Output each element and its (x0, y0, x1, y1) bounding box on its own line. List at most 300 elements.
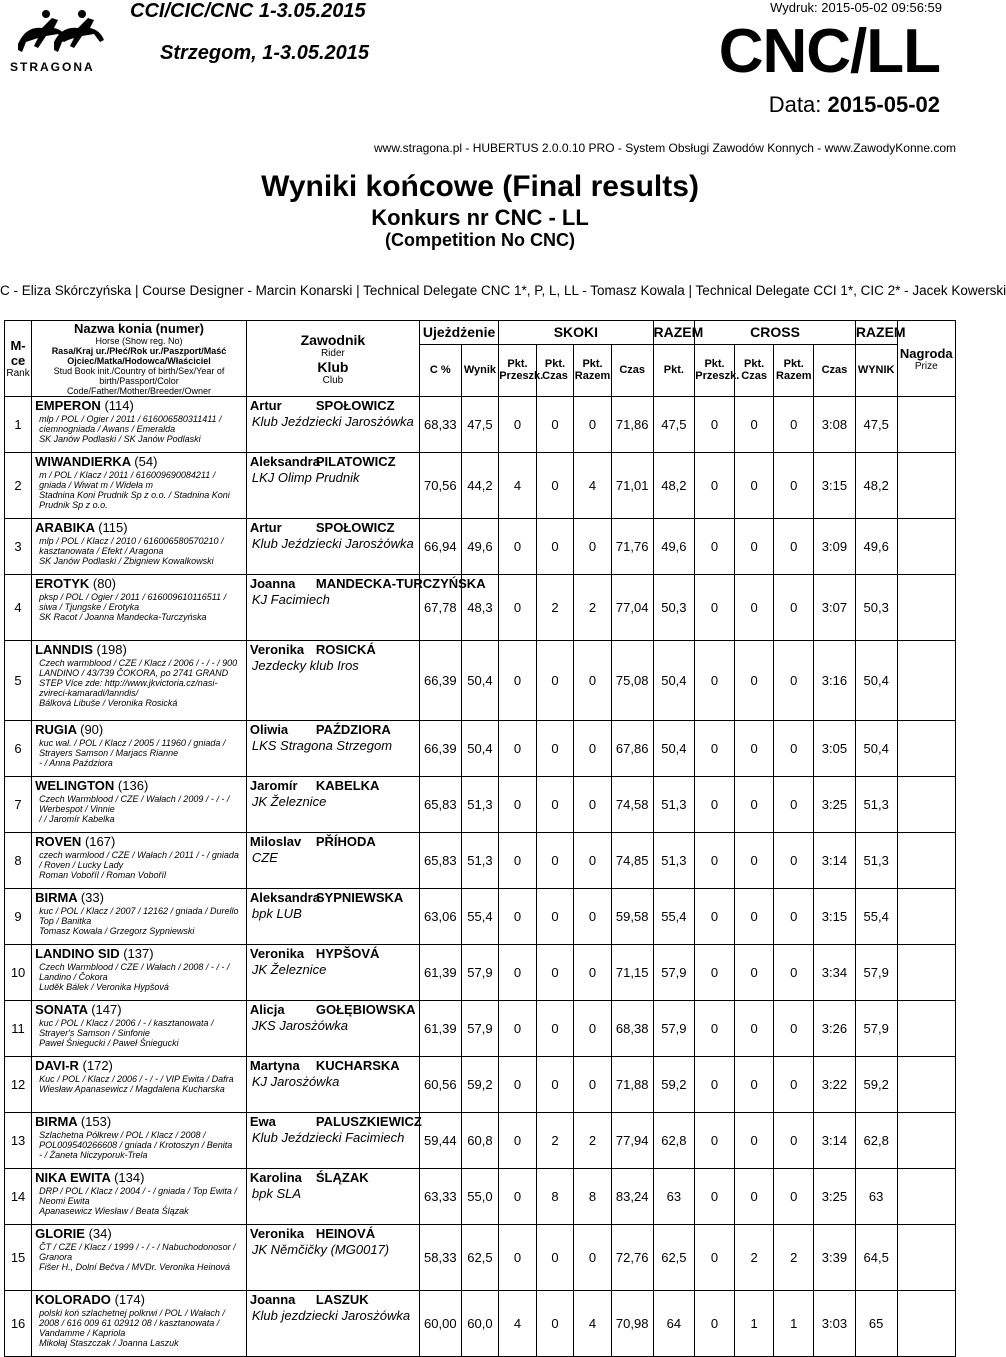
stragona-logo-horses (8, 4, 108, 64)
rider-last-name: ŚLĄZAK (315, 1170, 369, 1185)
rank-cell: 14 (5, 1169, 32, 1225)
score-c-obs: 0 (695, 945, 735, 1001)
score-j-czas: 70,98 (611, 1291, 653, 1357)
score-c-tot: 0 (774, 1169, 814, 1225)
horse-info: DRP / POL / Klacz / 2004 / - / gniada / Top Ewita / Neomi Ewita (39, 1186, 237, 1206)
rider-club: bpk LUB (251, 906, 302, 921)
score-c-czas: 3:25 (814, 777, 856, 833)
horse-name: GLORIE (35, 1226, 85, 1241)
rider-club: KJ Jarosżówka (251, 1074, 340, 1089)
score-j-tot: 0 (574, 721, 612, 777)
score-j-time: 0 (536, 641, 574, 721)
score-c-czas: 3:14 (814, 833, 856, 889)
horse-cell (32, 889, 247, 945)
rank-cell: 2 (5, 453, 32, 519)
score-total: 57,9 (855, 945, 897, 1001)
prize-cell (897, 777, 955, 833)
score-c-time: 0 (734, 519, 774, 575)
rider-first-name: Oliwia (249, 722, 289, 737)
score-t1: 59,2 (653, 1057, 695, 1113)
rider-last-name: PAŹDZIORA (315, 722, 391, 737)
horse-info: Czech Warmblood / CZE / Wałach / 2008 / - / - / Landino / Čokora (39, 962, 230, 982)
score-c-time: 0 (734, 1169, 774, 1225)
score-c-czas: 3:03 (814, 1291, 856, 1357)
horse-cell (32, 641, 247, 721)
score-j-time: 0 (536, 397, 574, 453)
score-c-obs: 0 (695, 889, 735, 945)
score-c-tot: 0 (774, 397, 814, 453)
rank-cell: 9 (5, 889, 32, 945)
rider-club: LKJ Olimp Prudnik (251, 470, 360, 485)
horse-owner: Bálková Libuše / Veronika Rosická (39, 698, 178, 708)
score-j-time: 0 (536, 721, 574, 777)
score-j-time: 0 (536, 1291, 574, 1357)
score-j-czas: 74,58 (611, 777, 653, 833)
rider-club: JKS Jarosżówka (251, 1018, 348, 1033)
rider-cell (246, 721, 419, 777)
score-d-pct: 66,39 (419, 641, 461, 721)
competition-code: CNC/LL (718, 17, 940, 86)
rider-cell (246, 889, 419, 945)
score-j-tot: 0 (574, 1225, 612, 1291)
col-rider: Zawodnik Rider Klub Club (246, 321, 419, 397)
score-j-czas: 71,88 (611, 1057, 653, 1113)
score-j-time: 2 (536, 1113, 574, 1169)
rider-club: bpk SLA (251, 1186, 302, 1201)
score-j-time: 0 (536, 1001, 574, 1057)
score-d-res: 60,0 (461, 1291, 499, 1357)
rider-club: CZE (251, 850, 278, 865)
score-j-obs: 0 (499, 641, 537, 721)
rider-last-name: SYPNIEWSKA (315, 890, 404, 905)
table-row (5, 397, 956, 453)
prize-cell (897, 1291, 955, 1357)
score-c-czas: 3:39 (814, 1225, 856, 1291)
rank-cell: 4 (5, 575, 32, 641)
horse-owner: SK Janów Podlaski / Zbigniew Kowalkowski (39, 556, 214, 566)
score-c-tot: 0 (774, 833, 814, 889)
horse-number: (90) (80, 722, 104, 737)
rider-cell (246, 1291, 419, 1357)
score-total: 59,2 (855, 1057, 897, 1113)
col-pct: C % (419, 344, 461, 396)
horse-number: (198) (96, 642, 127, 657)
score-t1: 50,4 (653, 641, 695, 721)
rank-cell: 7 (5, 777, 32, 833)
score-t1: 50,3 (653, 575, 695, 641)
prize-cell (897, 641, 955, 721)
score-d-pct: 68,33 (419, 397, 461, 453)
score-j-obs: 0 (499, 1169, 537, 1225)
software-line: www.stragona.pl - HUBERTUS 2.0.0.10 PRO - System Obsługi Zawodów Konnych - www.ZawodyKonne.com (373, 141, 956, 155)
col-jump-time: Czas (611, 344, 653, 396)
table-row (5, 1057, 956, 1113)
score-c-tot: 0 (774, 945, 814, 1001)
score-d-res: 57,9 (461, 945, 499, 1001)
score-j-time: 0 (536, 777, 574, 833)
rider-club: Klub jezdziecki Jarosżówka (251, 1308, 411, 1323)
score-total: 50,3 (855, 575, 897, 641)
score-d-pct: 60,56 (419, 1057, 461, 1113)
rider-last-name: SPOŁOWICZ (315, 520, 395, 535)
horse-cell (32, 777, 247, 833)
rider-last-name: ROSICKÁ (315, 642, 376, 657)
score-c-time: 0 (734, 833, 774, 889)
score-t1: 51,3 (653, 777, 695, 833)
group-cross: CROSS (695, 321, 856, 345)
score-c-tot: 2 (774, 1225, 814, 1291)
score-total: 47,5 (855, 397, 897, 453)
horse-owner: / / Jaromír Kabelka (39, 814, 115, 824)
prize-cell (897, 721, 955, 777)
score-j-tot: 4 (574, 1291, 612, 1357)
rider-last-name: PALUSZKIEWICZ (315, 1114, 422, 1129)
rider-last-name: PŘÍHODA (315, 834, 376, 849)
score-total: 62,8 (855, 1113, 897, 1169)
horse-name: ROVEN (35, 834, 82, 849)
score-j-czas: 75,08 (611, 641, 653, 721)
rank-cell: 1 (5, 397, 32, 453)
score-t1: 57,9 (653, 1001, 695, 1057)
rider-club: JK Železnice (251, 962, 327, 977)
horse-number: (147) (91, 1002, 122, 1017)
score-c-tot: 0 (774, 519, 814, 575)
horse-cell (32, 1113, 247, 1169)
score-j-tot: 2 (574, 1113, 612, 1169)
horse-name: LANNDIS (35, 642, 93, 657)
rank-cell: 16 (5, 1291, 32, 1357)
rider-first-name: Alicja (249, 1002, 285, 1017)
score-c-obs: 0 (695, 721, 735, 777)
event-place: Strzegom, 1-3.05.2015 (160, 42, 369, 64)
event-name: CCI/CIC/CNC 1-3.05.2015 (130, 0, 366, 22)
horse-number: (134) (114, 1170, 145, 1185)
rider-cell (246, 945, 419, 1001)
score-j-czas: 77,04 (611, 575, 653, 641)
horse-info: czech warmlood / CZE / Wałach / 2011 / - / gniada / Roven / Lucky Lady (39, 850, 239, 870)
score-d-pct: 65,83 (419, 833, 461, 889)
score-j-obs: 0 (499, 889, 537, 945)
score-d-res: 62,5 (461, 1225, 499, 1291)
score-c-time: 0 (734, 1113, 774, 1169)
rider-first-name: Veronika (249, 642, 305, 657)
rank-cell: 6 (5, 721, 32, 777)
score-j-obs: 0 (499, 1001, 537, 1057)
horse-cell (32, 1057, 247, 1113)
score-j-obs: 4 (499, 1291, 537, 1357)
score-total: 50,4 (855, 641, 897, 721)
score-c-obs: 0 (695, 453, 735, 519)
rider-first-name: Aleksandra (249, 454, 320, 469)
horse-info: kuc / POL / Klacz / 2006 / - / kasztanowata / Strayer's Samson / Sinfonie (39, 1018, 214, 1038)
rank-cell: 10 (5, 945, 32, 1001)
prize-cell (897, 575, 955, 641)
horse-info: Kuc / POL / Klacz / 2006 / - / - / VIP Ewita / Dafra (39, 1074, 234, 1084)
horse-info: m / POL / Klacz / 2011 / 616009690084211 / gniada / Wiwat m / Wideła m (39, 470, 216, 490)
rider-club: JK Němčičky (MG0017) (251, 1242, 390, 1257)
rider-last-name: HEINOVÁ (315, 1226, 376, 1241)
horse-name: BIRMA (35, 1114, 78, 1129)
prize-cell (897, 453, 955, 519)
table-row (5, 575, 956, 641)
rider-first-name: Veronika (249, 1226, 305, 1241)
rider-club: Klub Jeździecki Jarosżówka (251, 414, 414, 429)
table-row (5, 889, 956, 945)
table-row (5, 1225, 956, 1291)
score-t1: 50,4 (653, 721, 695, 777)
rider-first-name: Miloslav (249, 834, 302, 849)
score-c-tot: 0 (774, 1113, 814, 1169)
rider-last-name: HYPŠOVÁ (315, 946, 380, 961)
horse-name: WELINGTON (35, 778, 115, 793)
score-c-czas: 3:09 (814, 519, 856, 575)
col-cross-obstacles: Pkt. Przeszk. (695, 344, 735, 396)
score-c-obs: 0 (695, 1291, 735, 1357)
score-c-obs: 0 (695, 1001, 735, 1057)
horse-number: (153) (80, 1114, 112, 1129)
horse-cell (32, 1169, 247, 1225)
horse-number: (114) (104, 398, 134, 413)
rider-first-name: Ewa (249, 1114, 276, 1129)
score-total: 57,9 (855, 1001, 897, 1057)
prize-cell (897, 397, 955, 453)
score-t1: 48,2 (653, 453, 695, 519)
competition-subtitle: Konkurs nr CNC - LL (371, 205, 589, 230)
horse-name: LANDINO SID (35, 946, 120, 961)
horse-number: (115) (98, 520, 128, 535)
score-c-obs: 0 (695, 1113, 735, 1169)
score-c-obs: 0 (695, 519, 735, 575)
rider-club: Klub Jeździecki Jarosżówka (251, 536, 414, 551)
score-j-obs: 0 (499, 833, 537, 889)
horse-info: Szlachetna Półkrew / POL / Klacz / 2008 / POL009540266608 / gniada / Krotoszyn / Benita (39, 1130, 233, 1150)
horse-info: kuc wal. / POL / Klacz / 2005 / 11960 / gniada / Strayers Samson / Marjacs Rianne (39, 738, 226, 758)
group-total1: RAZEM (653, 321, 695, 345)
score-d-pct: 66,39 (419, 721, 461, 777)
rider-club: JK Železnice (251, 794, 327, 809)
rank-cell: 5 (5, 641, 32, 721)
horse-name: SONATA (35, 1002, 88, 1017)
horse-info: mlp / POL / Ogier / 2011 / 616006580311411 / ciemnogniada / Awans / Emeralda (39, 414, 222, 434)
score-d-res: 49,6 (461, 519, 499, 575)
score-d-res: 48,3 (461, 575, 499, 641)
score-j-tot: 0 (574, 519, 612, 575)
score-j-tot: 0 (574, 397, 612, 453)
score-j-czas: 74,85 (611, 833, 653, 889)
score-d-pct: 59,44 (419, 1113, 461, 1169)
score-d-res: 44,2 (461, 453, 499, 519)
horse-name: DAVI-R (35, 1058, 79, 1073)
score-t1: 51,3 (653, 833, 695, 889)
score-c-tot: 0 (774, 1001, 814, 1057)
horse-owner: SK Janów Podlaski / SK Janów Podlaski (39, 434, 201, 444)
score-c-czas: 3:15 (814, 889, 856, 945)
rider-first-name: Veronika (249, 946, 305, 961)
score-c-czas: 3:05 (814, 721, 856, 777)
rider-last-name: MANDECKA-TURCZYŃSKA (315, 576, 486, 591)
score-j-tot: 0 (574, 889, 612, 945)
horse-owner: Mikołaj Staszczak / Joanna Laszuk (39, 1338, 179, 1348)
rider-cell (246, 1057, 419, 1113)
score-c-czas: 3:14 (814, 1113, 856, 1169)
score-j-obs: 0 (499, 945, 537, 1001)
score-j-czas: 59,58 (611, 889, 653, 945)
rider-last-name: KABELKA (315, 778, 380, 793)
table-row (5, 777, 956, 833)
col-prize: Nagroda Prize (897, 321, 955, 397)
score-c-time: 0 (734, 777, 774, 833)
score-d-res: 60,8 (461, 1113, 499, 1169)
horse-owner: Wiesław Apanasewicz / Magdalena Kucharska (39, 1084, 225, 1094)
page-title: Wyniki końcowe (Final results) (261, 170, 699, 203)
horse-info: ČT / CZE / Klacz / 1999 / - / - / Nabuchodonosor / Granora (39, 1242, 236, 1262)
score-d-pct: 67,78 (419, 575, 461, 641)
horse-number: (174) (114, 1292, 145, 1307)
score-j-czas: 67,86 (611, 721, 653, 777)
score-total: 49,6 (855, 519, 897, 575)
score-d-pct: 63,33 (419, 1169, 461, 1225)
horse-cell (32, 945, 247, 1001)
horse-name: KOLORADO (35, 1292, 111, 1307)
col-jump-time-pts: Pkt. Czas (536, 344, 574, 396)
horse-owner: Roman Voboříl / Roman Voboříl (39, 870, 166, 880)
score-j-tot: 0 (574, 1001, 612, 1057)
col-horse: Nazwa konia (numer) Horse (Show reg. No) Rasa/Kraj ur./Płeć/Rok ur./Paszport/Maść Ojciec/Matka/Hodowca/Właściciel Stud Book init./Country of birth/Sex/Year of birth/Passport/Color Code/Father/Mother/Breeder/Owner (32, 321, 247, 397)
horse-cell (32, 519, 247, 575)
score-total: 48,2 (855, 453, 897, 519)
score-d-pct: 61,39 (419, 1001, 461, 1057)
prize-cell (897, 519, 955, 575)
score-c-obs: 0 (695, 575, 735, 641)
score-t1: 47,5 (653, 397, 695, 453)
rider-first-name: Martyna (249, 1058, 300, 1073)
score-j-obs: 0 (499, 777, 537, 833)
score-c-czas: 3:34 (814, 945, 856, 1001)
score-d-pct: 61,39 (419, 945, 461, 1001)
horse-name: ARABIKA (35, 520, 95, 535)
score-d-res: 50,4 (461, 721, 499, 777)
score-j-time: 8 (536, 1169, 574, 1225)
rider-last-name: LASZUK (315, 1292, 369, 1307)
score-d-pct: 65,83 (419, 777, 461, 833)
score-total: 55,4 (855, 889, 897, 945)
horse-name: EROTYK (35, 576, 90, 591)
score-d-pct: 58,33 (419, 1225, 461, 1291)
score-j-time: 2 (536, 575, 574, 641)
rider-club: LKS Stragona Strzegom (251, 738, 393, 753)
score-j-czas: 72,76 (611, 1225, 653, 1291)
score-c-obs: 0 (695, 1057, 735, 1113)
score-j-obs: 4 (499, 453, 537, 519)
rank-cell: 11 (5, 1001, 32, 1057)
score-total: 51,3 (855, 777, 897, 833)
table-row (5, 833, 956, 889)
rider-last-name: SPOŁOWICZ (315, 398, 395, 413)
score-c-obs: 0 (695, 1225, 735, 1291)
score-j-tot: 0 (574, 1057, 612, 1113)
prize-cell (897, 945, 955, 1001)
score-total: 63 (855, 1169, 897, 1225)
rider-last-name: GOŁĘBIOWSKA (315, 1002, 416, 1017)
score-d-res: 50,4 (461, 641, 499, 721)
score-j-time: 0 (536, 1225, 574, 1291)
horse-number: (172) (82, 1058, 113, 1073)
score-c-time: 0 (734, 1057, 774, 1113)
rider-cell (246, 833, 419, 889)
table-row (5, 519, 956, 575)
horse-cell (32, 1291, 247, 1357)
score-j-tot: 0 (574, 833, 612, 889)
col-cross-time: Czas (814, 344, 856, 396)
officials-line: C - Eliza Skórczyńska | Course Designer - Marcin Konarski | Technical Delegate CNC 1*, P, L, LL - Tomasz Kowala | Technical Delegate CCI 1*, CIC 2* - Jacek Kowerski (0, 283, 1006, 298)
score-total: 50,4 (855, 721, 897, 777)
score-c-obs: 0 (695, 641, 735, 721)
col-jump-obstacles: Pkt. Przeszk. (499, 344, 537, 396)
score-c-tot: 0 (774, 721, 814, 777)
horse-name: NIKA EWITA (35, 1170, 111, 1185)
score-t1: 64 (653, 1291, 695, 1357)
score-d-res: 55,0 (461, 1169, 499, 1225)
score-j-time: 0 (536, 833, 574, 889)
table-row (5, 641, 956, 721)
score-t1: 55,4 (653, 889, 695, 945)
horse-owner: Apanasewicz Wiesław / Beata Ślązak (39, 1206, 189, 1216)
horse-info: polski koń szlachetnej polkrwi / POL / Wałach / 2008 / 616 009 61 02912 08 / kasztanowata / Vandamme / Kapriola (39, 1308, 225, 1338)
score-t1: 57,9 (653, 945, 695, 1001)
score-c-tot: 0 (774, 889, 814, 945)
prize-cell (897, 889, 955, 945)
score-j-czas: 71,01 (611, 453, 653, 519)
horse-name: BIRMA (35, 890, 78, 905)
horse-owner: - / Anna Paździora (39, 758, 113, 768)
score-total: 51,3 (855, 833, 897, 889)
score-d-res: 55,4 (461, 889, 499, 945)
col-cross-time-pts: Pkt. Czas (734, 344, 774, 396)
horse-info: mlp / POL / Klacz / 2010 / 616006580570210 / kasztanowata / Efekt / Aragona (39, 536, 224, 556)
score-j-tot: 0 (574, 777, 612, 833)
table-row (5, 721, 956, 777)
score-c-time: 0 (734, 641, 774, 721)
rider-last-name: KUCHARSKA (315, 1058, 400, 1073)
score-c-tot: 1 (774, 1291, 814, 1357)
score-d-pct: 63,06 (419, 889, 461, 945)
score-c-tot: 0 (774, 575, 814, 641)
horse-cell (32, 575, 247, 641)
rider-club: KJ Facimiech (251, 592, 330, 607)
score-d-pct: 60,00 (419, 1291, 461, 1357)
score-d-res: 47,5 (461, 397, 499, 453)
rider-club: Klub Jeździecki Facimiech (251, 1130, 405, 1145)
rider-cell (246, 519, 419, 575)
score-j-time: 0 (536, 945, 574, 1001)
score-c-time: 0 (734, 1001, 774, 1057)
score-j-tot: 4 (574, 453, 612, 519)
score-c-time: 0 (734, 721, 774, 777)
rider-cell (246, 1113, 422, 1169)
score-j-obs: 0 (499, 519, 537, 575)
score-j-obs: 0 (499, 1057, 537, 1113)
score-d-res: 57,9 (461, 1001, 499, 1057)
score-t1: 62,5 (653, 1225, 695, 1291)
rider-cell (246, 1169, 419, 1225)
rank-cell: 3 (5, 519, 32, 575)
score-j-czas: 71,76 (611, 519, 653, 575)
rank-cell: 15 (5, 1225, 32, 1291)
rider-first-name: Aleksandra (249, 890, 320, 905)
score-c-tot: 0 (774, 453, 814, 519)
table-row (5, 1169, 956, 1225)
score-j-tot: 8 (574, 1169, 612, 1225)
